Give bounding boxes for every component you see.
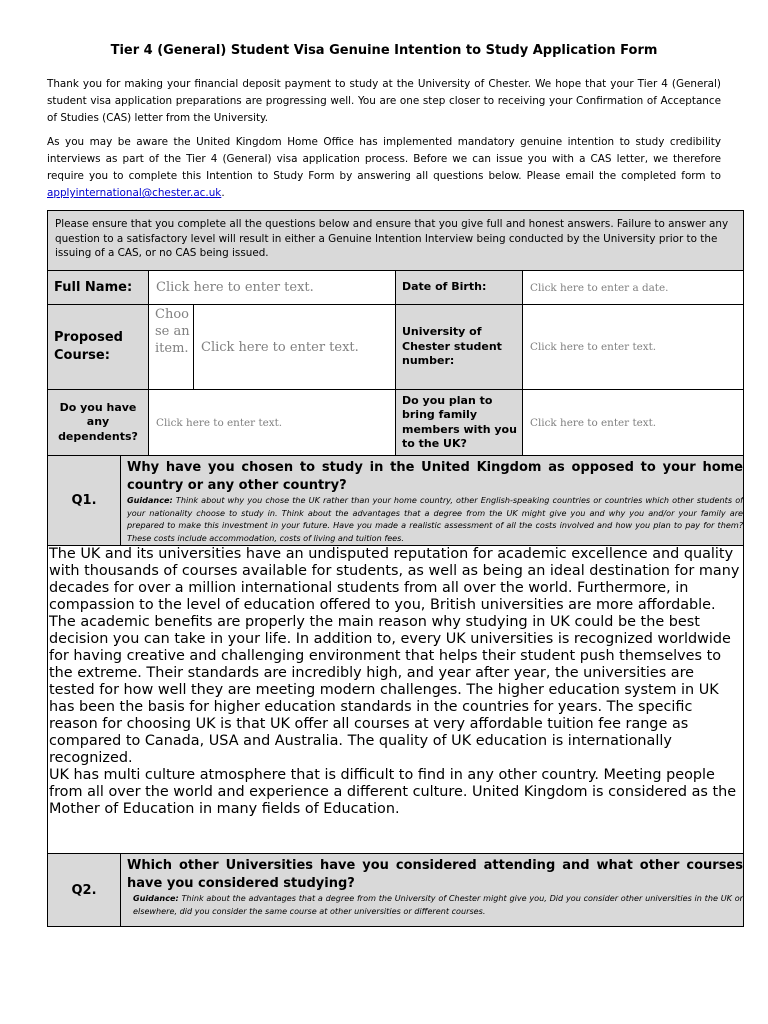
q2-guidance-text: Think about the advantages that a degree from the University of Chester might give you, Did you consider other universities in the UK or elsewhere, did you consider the same course at other universities or different courses. <box>133 893 743 916</box>
q1-answer-paragraph: UK has multi culture atmosphere that is difficult to find in any other country. Meeting people from all over the world and experience a different culture. United Kingdom is considered as the Mother of Education in many fields of Education. <box>49 767 737 817</box>
course-dropdown[interactable]: Choose an item. <box>148 304 194 390</box>
student-number-label: University of Chester student number: <box>395 304 523 390</box>
q1-question <box>120 455 744 546</box>
dependents-label: Do you have any dependents? <box>47 389 149 456</box>
notice-box: Please ensure that you complete all the questions below and ensure that you give full and honest answers. Failure to answer any question to a satisfactory level will result in either a Genuine Intention Interview being conducted by the University prior to the issuing of a CAS, or no CAS being issued. <box>47 210 744 271</box>
q2-number: Q2. <box>47 853 121 927</box>
intro-paragraph-2 <box>47 134 721 202</box>
full-name-field[interactable]: Click here to enter text. <box>148 270 396 305</box>
dependents-field[interactable]: Click here to enter text. <box>148 389 396 456</box>
q1-guidance-label: Guidance: <box>127 495 173 505</box>
dob-field[interactable]: Click here to enter a date. <box>522 270 744 305</box>
q1-answer-paragraph: The academic benefits are properly the main reason why studying in UK could be the best decision you can take in your life. In addition to, every UK universities is recognized worldwide for having creative and challenging environment that helps their student push themselves to the extreme. Their standards are incredibly high, and year after year, the universities are tested for how well they are meeting modern challenges. The higher education system in UK has been the basis for higher education standards in the countries for years. The specific reason for choosing UK is that UK offer all courses at very affordable tuition fee range as compared to Canada, USA and Australia. The quality of UK education is internationally recognized. <box>49 614 731 766</box>
q2-guidance <box>127 892 743 917</box>
q1-guidance-text: Think about why you chose the UK rather than your home country, other English-speaking countries or countries which other students of your nationality choose to study in. Think about the advantages that a degree from the UK might give you and why you and/or your family are prepared to make this investment in your future. Have you made a realistic assessment of all the costs involved and how you plan to pay for them? These costs include accommodation, costs of living and tuition fees. <box>127 495 743 544</box>
full-name-label: Full Name: <box>47 270 149 305</box>
q1-title: Why have you chosen to study in the United Kingdom as opposed to your home country or any other country? <box>127 460 743 493</box>
q1-guidance <box>127 494 743 545</box>
intro-paragraph-2-end: . <box>221 187 225 199</box>
dob-label: Date of Birth: <box>395 270 523 305</box>
family-label: Do you plan to bring family members with you to the UK? <box>395 389 523 456</box>
email-link[interactable]: applyinternational@chester.ac.uk <box>47 187 222 199</box>
intro-paragraph-1: Thank you for making your financial deposit payment to study at the University of Chester. We hope that your Tier 4 (General) student visa application preparations are progressing well. You are one step closer to receiving your Confirmation of Acceptance of Studies (CAS) letter from the University. <box>47 78 721 124</box>
q1-answer-field[interactable] <box>47 545 744 854</box>
course-field[interactable]: Click here to enter text. <box>193 304 396 390</box>
q1-answer-paragraph: The UK and its universities have an undisputed reputation for academic excellence and quality with thousands of courses available for students, as well as being an ideal destination for many decades for over a million international students from all over the world. Furthermore, in compassion to the level of education offered to you, British universities are more affordable. <box>49 546 740 613</box>
intro-paragraph-2-text: As you may be aware the United Kingdom Home Office has implemented mandatory genuine intention to study credibility interviews as part of the Tier 4 (General) visa application process. Before we can issue you with a CAS letter, we therefore require you to complete this Intention to Study Form by answering all questions below. Please email the completed form to <box>47 136 721 182</box>
q1-number: Q1. <box>47 455 121 546</box>
page-title: Tier 4 (General) Student Visa Genuine Intention to Study Application Form <box>110 43 658 58</box>
student-number-field[interactable]: Click here to enter text. <box>522 304 744 390</box>
q2-title: Which other Universities have you considered attending and what other courses have you considered studying? <box>127 858 743 891</box>
q2-question <box>120 853 744 927</box>
q2-guidance-label: Guidance: <box>133 893 179 903</box>
course-label: Proposed Course: <box>47 304 149 390</box>
family-field[interactable]: Click here to enter text. <box>522 389 744 456</box>
